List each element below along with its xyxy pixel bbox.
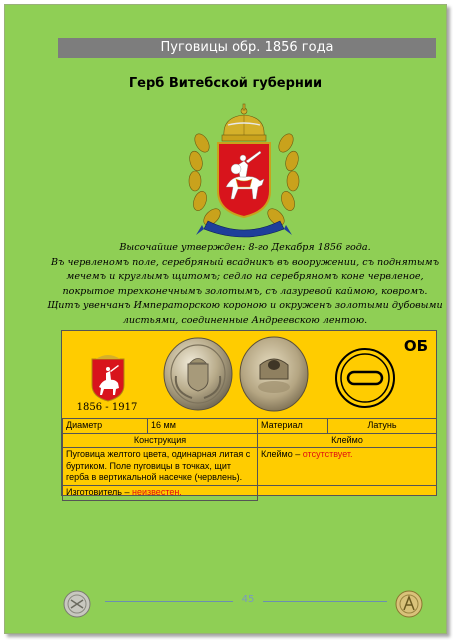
table-row bbox=[63, 419, 437, 434]
button-obverse-image bbox=[162, 336, 234, 412]
page-number: 45 bbox=[241, 594, 255, 605]
description-line: мечемъ и круглымъ щитомъ; седло на серебряномъ коне червленое, bbox=[66, 271, 424, 283]
small-coat-of-arms-icon bbox=[86, 351, 130, 403]
mark-value: отсутствует. bbox=[302, 449, 353, 459]
right-medal-icon bbox=[395, 590, 423, 618]
description-line: листьями, соединенные Андреевскою лентою. bbox=[122, 314, 368, 326]
page bbox=[4, 4, 447, 634]
page-title: Пуговицы обр. 1856 года bbox=[58, 38, 436, 58]
table-row bbox=[63, 433, 437, 448]
button-schematic-image bbox=[334, 347, 396, 409]
maker-prefix: Изготовитель – bbox=[66, 487, 132, 497]
mark-header: Клеймо bbox=[258, 433, 437, 448]
section-heading: Герб Витебской губернии bbox=[128, 76, 323, 91]
coat-description bbox=[45, 241, 445, 329]
description-line: Щитъ увенчанъ Императорскою короною и окруженъ золотыми дубовыми bbox=[47, 300, 443, 312]
material-value: Латунь bbox=[328, 419, 437, 434]
diameter-label: Диаметр bbox=[63, 419, 148, 434]
table-row bbox=[63, 486, 437, 501]
button-reverse-image bbox=[238, 335, 310, 413]
empty-cell bbox=[258, 486, 437, 501]
description-line: Въ червленомъ поле, серебряный всадникъ въ вооружении, съ поднятымъ bbox=[50, 256, 439, 268]
diameter-value: 16 мм bbox=[148, 419, 258, 434]
coat-of-arms-image bbox=[188, 103, 300, 239]
type-badge: ОБ bbox=[403, 337, 428, 355]
description-line: покрытое трехконечнымъ золотымъ, съ лазуревой каймою, ковромъ. bbox=[62, 285, 428, 297]
material-label: Материал bbox=[258, 419, 328, 434]
maker-value: неизвестен. bbox=[132, 487, 182, 497]
mark-cell bbox=[258, 448, 437, 486]
footer-divider-right bbox=[263, 601, 387, 602]
construction-text: Пуговица желтого цвета, одинарная литая с буртиком. Поле пуговицы в точках, щит герба в вертикальной насечке (червлень). bbox=[63, 448, 258, 486]
construction-header: Конструкция bbox=[63, 433, 258, 448]
footer-divider-left bbox=[105, 601, 233, 602]
table-row bbox=[63, 448, 437, 486]
maker-cell bbox=[63, 486, 258, 501]
left-medal-icon bbox=[63, 590, 91, 618]
spec-table bbox=[62, 418, 437, 501]
years-range: 1856 - 1917 bbox=[76, 402, 138, 413]
button-card bbox=[61, 330, 437, 496]
description-line: Высочайше утвержден: 8-го Декабря 1856 года. bbox=[119, 242, 371, 253]
mark-prefix: Клеймо – bbox=[261, 449, 303, 459]
